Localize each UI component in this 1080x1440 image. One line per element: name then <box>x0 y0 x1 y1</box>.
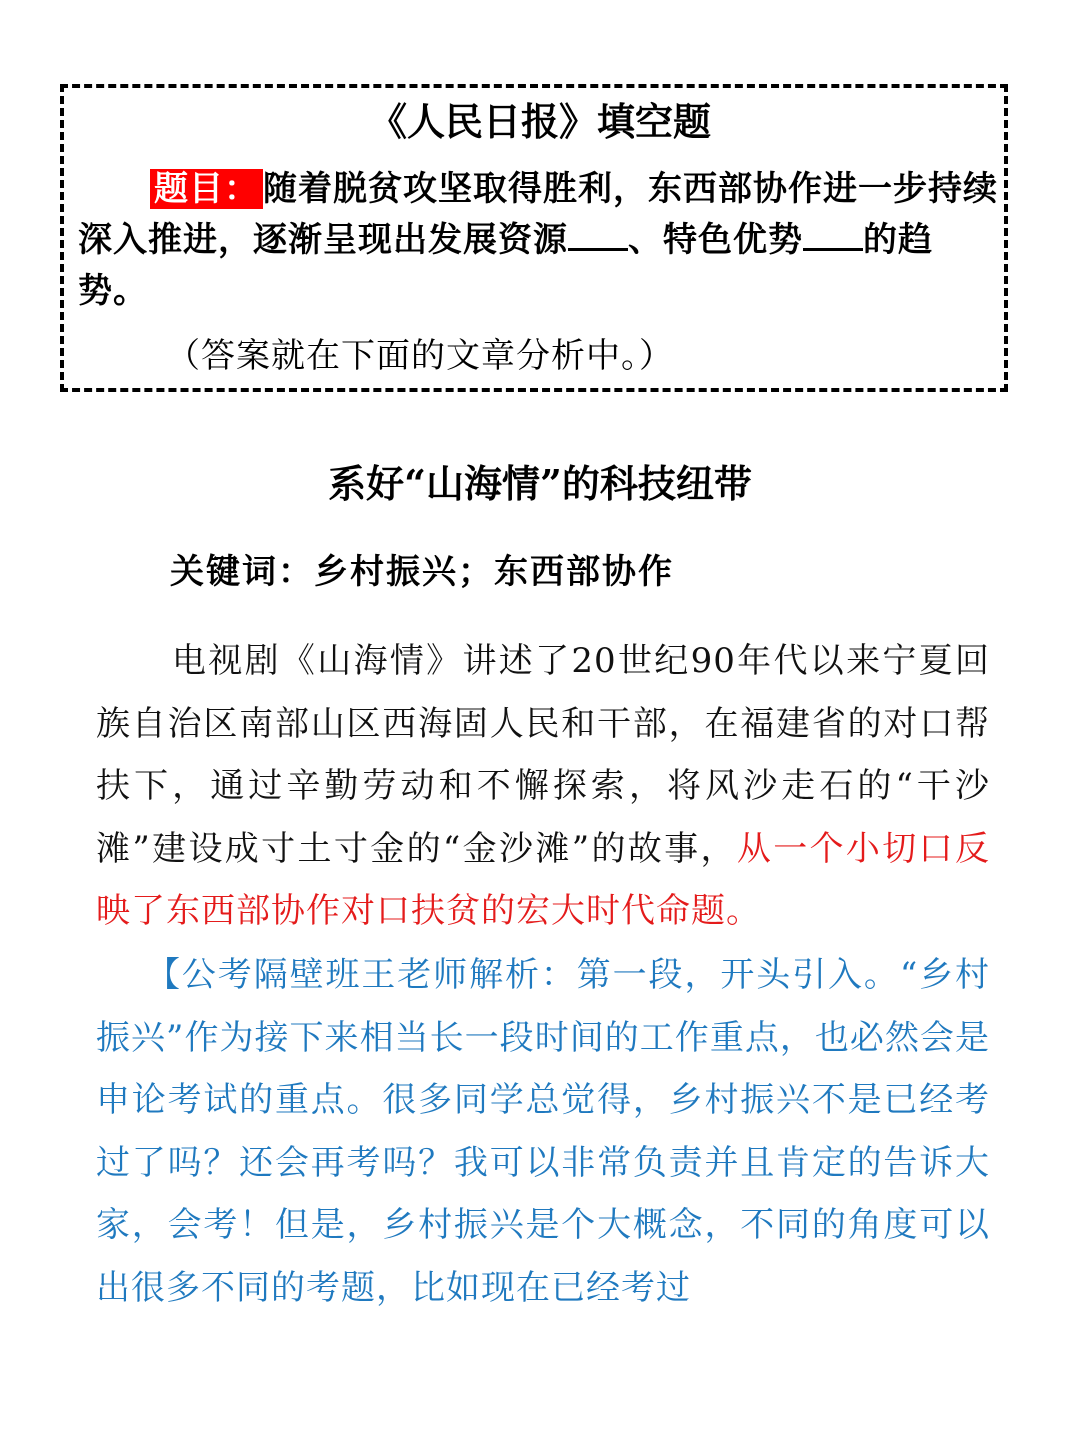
question-title: 《人民日报》填空题 <box>368 99 711 144</box>
blank-2 <box>803 218 863 251</box>
question-text <box>78 164 998 317</box>
question-text-part1: 随着脱贫攻坚取得胜利，东西部协作进一步持续深入推进，逐渐呈现出发展资源 <box>78 169 998 260</box>
paragraph-1-highlight: 从一个小切口反映了东西部协作对口扶贫的宏大时代命题。 <box>96 828 990 931</box>
question-label: 题目： <box>150 169 263 209</box>
article-title: 系好“山海情”的科技纽带 <box>328 461 752 506</box>
paragraph-2-analysis: 【公考隔壁班王老师解析：第一段，开头引入。“乡村振兴”作为接下来相当长一段时间的工作重点，也必然会是申论考试的重点。很多同学总觉得，乡村振兴不是已经考过了吗？还会再考吗？我可以非常负责并且肯定的告诉大家，会考！但是，乡村振兴是个大概念，不同的角度可以出很多不同的考题，比如现在已经考过 <box>96 955 990 1308</box>
question-text-part2: 、特色优势 <box>628 220 803 260</box>
question-text-part3: 的趋势。 <box>78 220 933 311</box>
keywords-line: 关键词：乡村振兴；东西部协作 <box>170 552 674 592</box>
paragraph-1 <box>96 630 990 943</box>
answer-hint: （答案就在下面的文章分析中。） <box>166 336 674 376</box>
paragraph-1-main: 电视剧《山海情》讲述了20世纪90年代以来宁夏回族自治区南部山区西海固人民和干部，在福建省的对口帮扶下，通过辛勤劳动和不懈探索，将风沙走石的“干沙滩”建设成寸土寸金的“金沙滩”的故事， <box>96 641 990 869</box>
blank-1 <box>568 218 628 251</box>
